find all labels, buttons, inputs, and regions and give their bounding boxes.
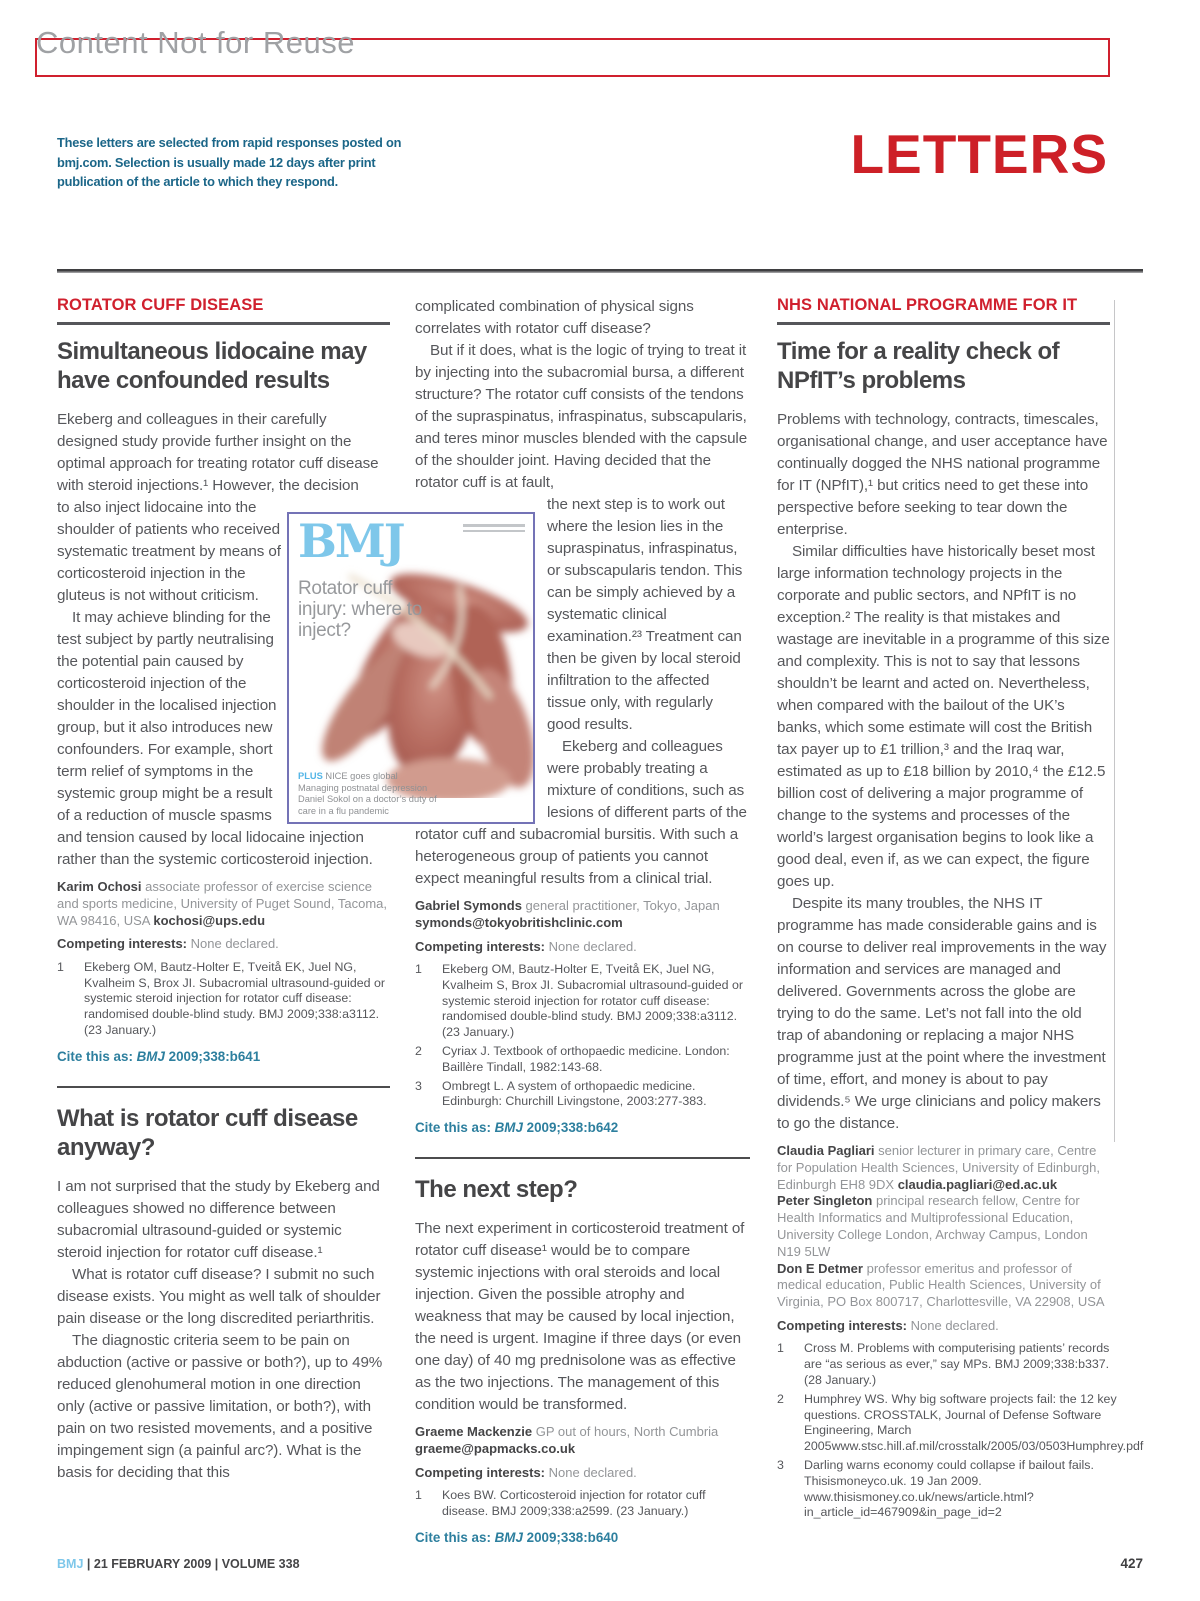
cover-issue-info-bars [463,524,525,535]
competing-text: None declared. [907,1317,999,1333]
author-role: GP out of hours, North Cumbria [535,1424,719,1440]
footer-date-volume: | 21 FEBRUARY 2009 | VOLUME 338 [86,1557,300,1571]
competing-label: Competing interests: [57,936,188,952]
article-title-what-is-rotator-cuff: What is rotator cuff disease anyway? [57,1104,358,1161]
section-label: NHS NATIONAL PROGRAMME FOR IT [777,296,1078,314]
section-header-nhs-it [777,296,1110,325]
column-3 [777,296,1144,1521]
reference-text: Cyriax J. Textbook of orthopaedic medicine. London: Baillère Tindall, 1982:143-68. [442,1044,730,1074]
cover-info-bar [463,524,525,527]
column-2 [415,296,750,1545]
watermark-text: Content Not for Reuse [36,25,355,60]
paragraph: complicated combination of physical signs correlates with rotator cuff disease? [415,298,694,337]
competing-text: None declared. [545,938,637,954]
plus-label: PLUS [298,771,323,781]
cite-line [57,1049,390,1064]
reference-list [415,962,750,1110]
right-column-rule [1114,300,1115,1142]
paragraph: The next experiment in corticosteroid treatment of rotator cuff disease¹ would be to compare systemic injections with oral steroids and local injection. Given the possible atrophy and weakness that may be caused by local injection, the need is urgent. Imagine if three days (or even one day) of 40 mg prednisolone was as effective as the two injections. The management of this condition would be transformed. [415,1220,745,1414]
reference-list [415,1488,750,1520]
bmj-logo: BMJ [298,514,404,568]
reference-number: 1 [57,959,64,974]
paragraph: Ekeberg and colleagues were probably treating a mixture of conditions, such as lesions of different parts of the rotator cuff and subacromial bursitis. With such a heterogeneous group of patients you cannot expect meaningful results from a clinical trial. [415,738,747,887]
author-name: Don E Detmer [777,1260,863,1276]
article-title-npfit: Time for a reality check of NPfIT’s problems [777,338,1060,394]
header-divider [57,269,1143,273]
competing-label: Competing interests: [415,938,546,954]
author-attribution [777,1193,1110,1260]
reference-text: Ombregt L. A system of orthopaedic medicine. Edinburgh: Churchill Livingstone, 2003:277-383. [442,1078,707,1109]
reference-item [415,1044,750,1076]
reference-text: Cross M. Problems with computerising patients’ records are “as serious as ever,” say MPs. BMJ 2009;338:b337. (28 January.) [804,1341,1110,1388]
author-name: Graeme Mackenzie [415,1424,533,1440]
cite-line [415,1530,750,1545]
competing-interests [57,936,390,953]
cite-label: Cite this as: [415,1120,495,1136]
competing-text: None declared. [187,936,279,952]
paragraph: The diagnostic criteria seem to be pain on abduction (active or passive or both?), up to 49% reduced glenohumeral motion in one direction only (active or passive limitation, or both?), with pain on two resisted movements, and a positive impingement sign (a painful arc?). What is the basis for deciding that this [57,1331,383,1481]
paragraph: But if it does, what is the logic of trying to treat it by injecting into the subacromial bursa, a different structure? The rotator cuff consists of the tendons of the supraspinatus, infraspinatus, subscapularis, and teres minor muscles blended with the capsule of the shoulder joint. Having decided that the rotator cuff is at fault, [415,342,748,491]
footer-issue-info [57,1557,300,1571]
reference-item [777,1458,1110,1521]
competing-text: None declared. [545,1464,637,1480]
cite-ref: 2009;338:b641 [164,1048,261,1064]
author-attribution [415,898,750,932]
author-name: Claudia Pagliari [777,1143,875,1158]
author-attribution [415,1424,750,1458]
author-role: senior lecturer in primary care, Centre for Population Health Sciences, University of Edinburgh, Edinburgh EH8 9DX [777,1143,1101,1192]
cite-journal: BMJ [494,1529,523,1545]
cite-journal: BMJ [494,1120,523,1136]
competing-label: Competing interests: [415,1464,546,1480]
author-role: principal research fellow, Centre for Health Informatics and Multiprofessional Education, University College London, Archway Campus, London N19 5LW [777,1193,1088,1259]
column-1 [57,296,390,1484]
page-number: 427 [1120,1556,1143,1571]
reference-list [777,1341,1144,1521]
paragraph: Similar difficulties have historically beset most large information technology projects in the corporate and public sectors, and NPfIT is no exception.² The reality is that mistakes and wastage are inevitable in a programme of this size and complexity. This is not to say that lessons shouldn’t be learnt and acted on. Nevertheless, when compared with the bailout of the UK’s banks, which some estimate will cost the British tax payer up to £1 trillion,³ and the Iraq war, estimated as up to £18 billion by 2010,⁴ the £12.5 billion cost of delivering a major programme of change to the systems and processes of the world’s largest organisation begins to look like a good deal, even if, as we can expect, the figure goes up. [777,543,1110,890]
cite-line [415,1120,750,1135]
cover-plus-line [298,771,448,783]
reference-text: Koes BW. Corticosteroid injection for rotator cuff disease. BMJ 2009;338:a2599. (23 January.) [442,1488,706,1519]
cite-journal: BMJ [136,1048,165,1064]
paragraph: Despite its many troubles, the NHS IT programme has made considerable gains and is on course to deliver real improvements in the way information and services are managed and delivered. Governments across the globe are trying to do the same. Let’s not fall into the old trap of abandoning or replacing a major NHS programme just at the point where the investment of time, effort, and money is about to pay dividends.⁵ We urge clinicians and policy makers to go the distance. [777,895,1107,1132]
competing-interests [415,1465,750,1482]
author-role: associate professor of exercise science and sports medicine, University of Puget Sound, Tacoma, WA 98416, USA [57,879,387,928]
paragraph: It may achieve blinding for the test subject by partly neutralising the potential pain caused by corticosteroid injection of the shoulder in the localised injection group, but it also introduces new confounders. For example, short term relief of symptoms in the systemic group might be a result of a reduction of muscle spasms and tension caused by local lidocaine injection rather than the systemic corticosteroid injection. [57,609,373,868]
author-name: Gabriel Symonds [415,898,522,913]
competing-interests [415,939,750,956]
reference-number: 3 [415,1078,422,1093]
reference-item [415,1488,750,1520]
article-title-lidocaine: Simultaneous lidocaine may have confounded results [57,338,367,394]
reference-item [777,1341,1110,1388]
reference-text: Darling warns economy could collapse if bailout fails. Thisismoneyco.uk. 19 Jan 2009. www.thisismoney.co.uk/news/article.html?in_article_id=467909&in_page_id=2 [804,1458,1094,1520]
article-title-next-step: The next step? [415,1176,578,1204]
paragraph: I am not surprised that the study by Ekeberg and colleagues showed no difference between subacromial ultrasound-guided or systemic steroid injection for rotator cuff disease.¹ [57,1177,380,1261]
reference-item [415,962,750,1041]
article-divider [415,1157,750,1159]
paragraph: What is rotator cuff disease? I submit no such disease exists. You might as well talk of shoulder pain disease or the long discredited periarthritis. [57,1265,381,1327]
reference-number: 2 [415,1044,422,1059]
cite-label: Cite this as: [415,1529,495,1545]
reference-number: 1 [777,1341,784,1356]
reference-number: 1 [415,1488,422,1503]
reference-list [57,960,390,1039]
reference-text: Humphrey WS. Why big software projects fail: the 12 key questions. CROSSTALK, Journal of Defense Software Engineering, March 2005www.stsc.hill.af.mil/crosstalk/2005/03/0503Humphrey.pdf [804,1391,1144,1454]
cover-plus-line: Daniel Sokol on a doctor’s duty of care in a flu pandemic [298,794,437,816]
paragraph: to also inject lidocaine into the shoulder of patients who received systematic treatment by means of corticosteroid injection in the gluteus is not without criticism. [57,499,281,604]
section-label: ROTATOR CUFF DISEASE [57,296,264,314]
cite-ref: 2009;338:b642 [522,1120,619,1136]
reference-item [777,1391,1144,1455]
author-name: Peter Singleton [777,1193,873,1209]
author-name: Karim Ochosi [57,879,142,894]
cover-info-bar [463,530,525,533]
author-attribution [777,1143,1110,1193]
paragraph: the next step is to work out where the lesion lies in the supraspinatus, infraspinatus, or subscapularis tendon. This can be simply achieved by a systematic clinical examination.²³ Treatment can then be given by local steroid infiltration to the affected tissue only, with regularly good results. [547,496,743,733]
author-role: professor emeritus and professor of medical education, Public Health Sciences, University of Virginia, PO Box 800717, Charlottesville, VA 22908, USA [777,1260,1105,1310]
cover-headline: Rotator cuff injury: where to inject? [298,578,423,641]
cover-plus-list [298,771,448,817]
section-header-rotator-cuff [57,296,390,325]
reference-text: Ekeberg OM, Bautz-Holter E, Tveitå EK, Juel NG, Kvalheim S, Brox JI. Subacromial ultrasound-guided or systemic steroid injection for rotator cuff disease: randomised double-blind study. BMJ 2009;338:a3112. (23 January.) [442,962,743,1040]
reference-number: 3 [777,1458,784,1473]
author-email: claudia.pagliari@ed.ac.uk [897,1176,1058,1192]
cover-plus-line: Managing postnatal depression [298,782,428,793]
plus-item: NICE goes global [322,771,398,781]
author-email: symonds@tokyobritishclinic.com [415,914,623,930]
reference-item [415,1079,750,1111]
paragraph: Problems with technology, contracts, timescales, organisational change, and user acceptance have continually dogged the NHS national programme for IT (NPfIT),¹ but critics need to get these into perspective before seeking to tear down the enterprise. [777,411,1108,538]
author-attribution [57,879,390,929]
reference-number: 1 [415,962,422,977]
page-footer [57,1556,1143,1571]
author-role: general practitioner, Tokyo, Japan [525,898,720,913]
reference-number: 2 [777,1391,784,1406]
paragraph: Ekeberg and colleagues in their carefully designed study provide further insight on the optimal approach for treating rotator cuff disease with steroid injections.¹ However, the decision [57,411,379,494]
reference-item [57,960,390,1039]
letters-intro-note: These letters are selected from rapid responses posted on bmj.com. Selection is usually made 12 days after print publication of the article to which they respond. [57,135,402,189]
reference-text: Ekeberg OM, Bautz-Holter E, Tveitå EK, Juel NG, Kvalheim S, Brox JI. Subacromial ultrasound-guided or systemic steroid injection for rotator cuff disease: randomised double-blind study. BMJ 2009;338:a3112. (23 January.) [84,959,385,1038]
cite-label: Cite this as: [57,1048,137,1064]
article-divider [57,1086,390,1088]
cite-ref: 2009;338:b640 [522,1529,619,1545]
bmj-cover-image [287,512,535,824]
page-title: LETTERS [850,123,1108,185]
competing-interests [777,1318,1110,1335]
author-email: kochosi@ups.edu [153,912,266,928]
author-email: graeme@papmacks.co.uk [415,1441,576,1457]
author-attribution [777,1261,1110,1311]
footer-journal-name: BMJ [57,1557,84,1571]
competing-label: Competing interests: [777,1317,908,1333]
